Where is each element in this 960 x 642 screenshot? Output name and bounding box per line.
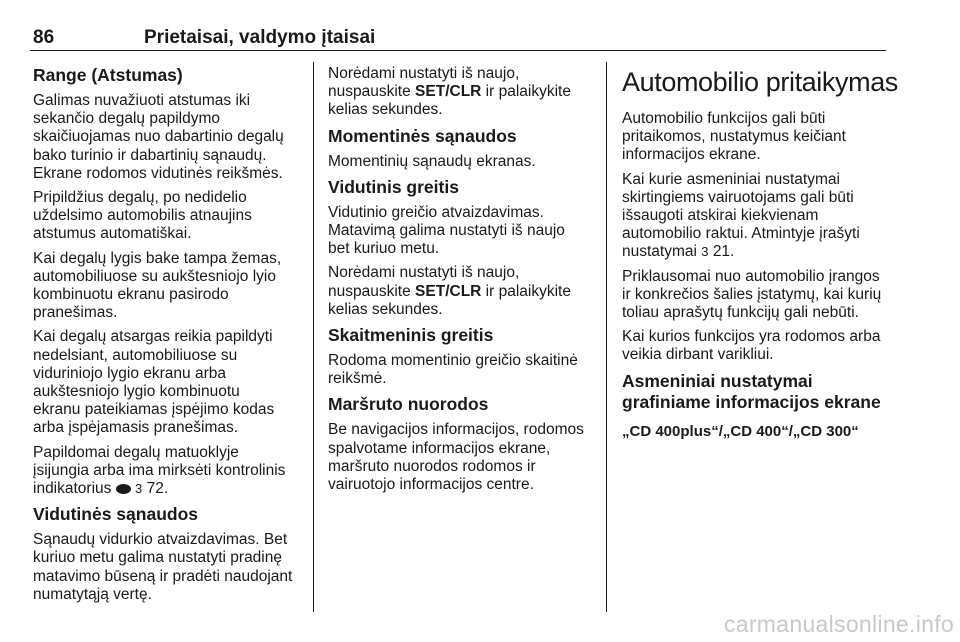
watermark: carmanualsonline.info [723, 611, 954, 637]
range-paragraph-2: Pripildžius degalų, po nedidelio uždelsimo automobilis atnaujins atstumus automatiškai. [33, 189, 252, 243]
personalisation-paragraph-4: Kai kurios funkcijos yra rodomos arba veikia dirbant varikliui. [622, 328, 881, 364]
range-paragraph-3: Kai degalų lygis bake tampa žemas, automobiliuose su aukštesniojo lyio kombinuotu ekranu pasirodo pranešimas. [33, 249, 282, 322]
range-paragraph-5: Papildomai degalų matuoklyje įsijungia arba ima mirksėti kontrolinis indikatorius 3 72. [33, 443, 286, 498]
instant-consumption-paragraph: Momentinių sąnaudų ekranas. [328, 152, 536, 170]
section-title: Prietaisai, valdymo įtaisai [144, 27, 376, 48]
page-number: 86 [33, 27, 55, 48]
range-paragraph-4: Kai degalų atsargas reikia papildyti nedelsiant, automobiliuose su viduriniojo lygio ekranu arba aukštesniojo lygio kombinuotu ekranu pateikiamas įspėjimo kodas arba įspėjamasis pranešimas. [33, 328, 275, 437]
column-divider-1 [313, 62, 314, 612]
average-speed-paragraph: Vidutinio greičio atvaizdavimas. Matavimą galima nustatyti iš naujo bet kuriuo metu. [328, 203, 565, 258]
column-3 [622, 62, 898, 447]
heading-vehicle-personalisation: Automobilio pritaikymas [622, 67, 898, 97]
personalisation-paragraph-3: Priklausomai nuo automobilio įrangos ir konkrečios šalies įstatymų, kai kurių toliau aprašytų funkcijų gali nebūti. [622, 267, 882, 322]
heading-range: Range (Atstumas) [33, 65, 183, 85]
heading-average-speed: Vidutinis greitis [328, 176, 459, 197]
column-1 [33, 62, 301, 610]
reset-paragraph-1: Norėdami nustatyti iš naujo, nuspauskite SET/CLR ir palaikykite kelias sekundes. [328, 65, 571, 119]
reset-paragraph-2: Norėdami nustatyti iš naujo, nuspauskite SET/CLR ir palaikykite kelias sekundes. [328, 264, 571, 318]
set-clr-key: SET/CLR [415, 282, 482, 300]
page-reference-icon: 3 [701, 244, 709, 260]
heading-digital-speed: Skaitmeninis greitis [328, 325, 494, 346]
average-consumption-paragraph: Sąnaudų vidurkio atvaizdavimas. Bet kuriuo metu galima nustatyti pradinę matavimo būseną ir pradėti naudojant numatytąją vertę. [33, 531, 293, 603]
heading-route-guidance: Maršruto nuorodos [328, 394, 489, 415]
page-header [30, 16, 886, 51]
personalisation-paragraph-1: Automobilio funkcijos gali būti pritaikomos, nustatymus keičiant informacijos ekrane. [622, 110, 846, 164]
page-reference: 21. [712, 243, 735, 261]
heading-instant-consumption: Momentinės sąnaudos [328, 125, 517, 146]
column-2 [328, 62, 596, 500]
page-reference: 72. [146, 480, 169, 498]
digital-speed-paragraph: Rodoma momentinio greičio skaitinė reikšmė. [328, 352, 578, 388]
models-subheading: „CD 400plus“/„CD 400“/„CD 300“ [622, 422, 859, 440]
range-paragraph-1: Galimas nuvažiuoti atstumas iki sekančio degalų papildymo skaičiuojamas nuo dabartinio degalų bako turinio ir dabartinių sąnaudų. Ekrane rodomos vidutinės reikšmės. [33, 92, 284, 182]
fuel-indicator-icon [116, 484, 131, 494]
set-clr-key: SET/CLR [415, 83, 482, 101]
personalisation-paragraph-2: Kai kurie asmeniniai nustatymai skirtingiems vairuotojams gali būti išsaugoti atskirai kiekvienam automobilio raktui. Atmintyje įrašyti nustatymai 3 21. [622, 170, 860, 261]
heading-average-consumption: Vidutinės sąnaudos [33, 504, 198, 525]
column-divider-2 [606, 62, 607, 612]
route-guidance-paragraph: Be navigacijos informacijos, rodomos spalvotame informacijos ekrane, maršruto nuorodos rodomos ir vairuotojo informacijos centre. [328, 421, 584, 494]
heading-personal-settings: Asmeniniai nustatymai grafiniame informacijos ekrane [622, 370, 881, 412]
page-reference-icon: 3 [135, 481, 143, 497]
